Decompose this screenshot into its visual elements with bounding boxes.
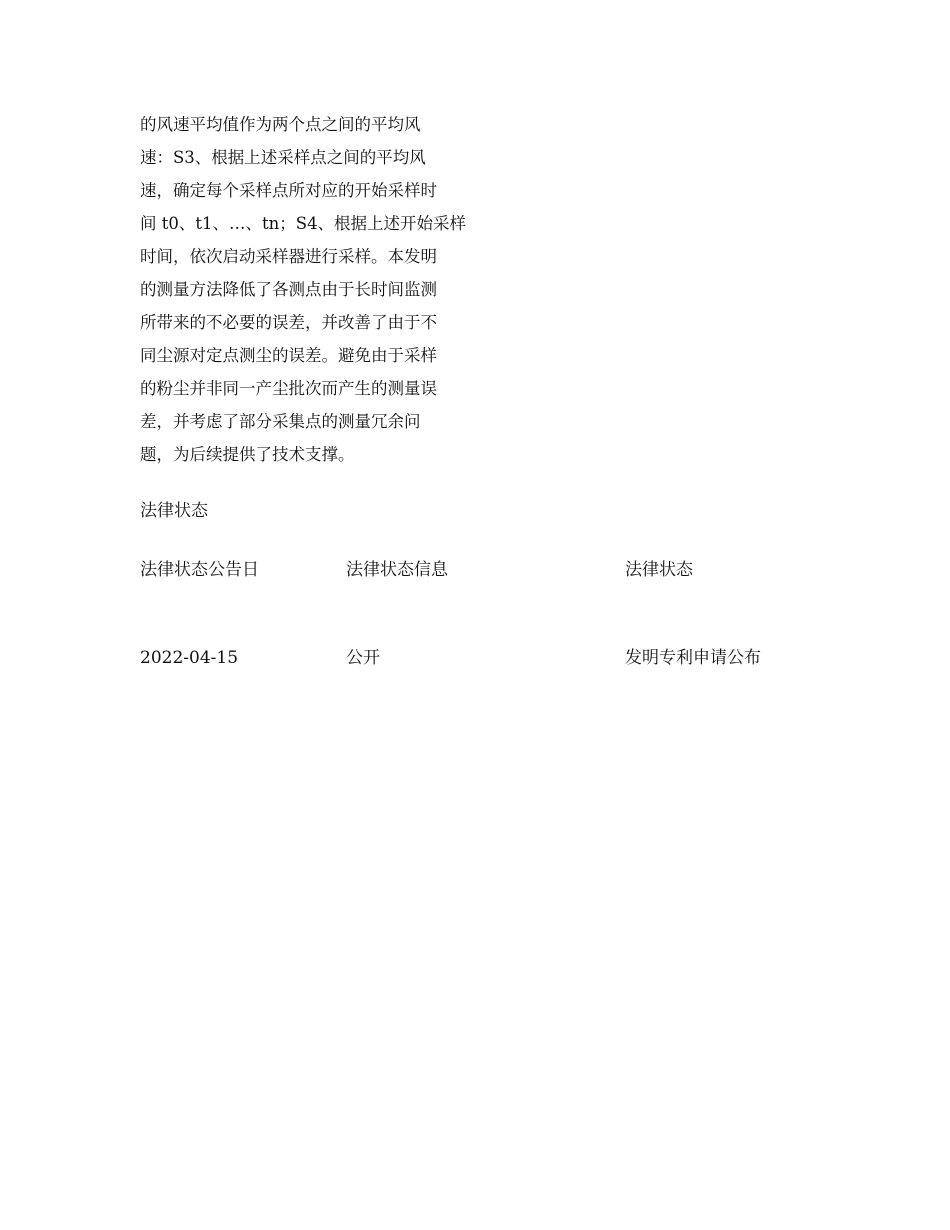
abstract-line: 速，确定每个采样点所对应的开始采样时 [140,181,437,200]
abstract-line: 所带来的不必要的误差，并改善了由于不 [140,313,437,332]
cell-status-info: 公开 [346,648,380,668]
abstract-line: 的粉尘并非同一产尘批次而产生的测量误 [140,379,437,398]
cell-announcement-date: 2022-04-15 [140,648,239,668]
abstract-line: 的测量方法降低了各测点由于长时间监测 [140,280,437,299]
header-status: 法律状态 [625,560,693,580]
header-status-info: 法律状态信息 [346,560,448,580]
abstract-line: 速：S3、根据上述采样点之间的平均风 [140,148,426,167]
abstract-line: 的风速平均值作为两个点之间的平均风 [140,115,421,134]
abstract-line: 差，并考虑了部分采集点的测量冗余问 [140,412,421,431]
abstract-line: 间 t0、t1、…、tn；S4、根据上述开始采样 [140,214,467,233]
header-announcement-date: 法律状态公告日 [140,560,259,580]
abstract-line: 题，为后续提供了技术支撑。 [140,445,355,464]
abstract-text [140,108,470,471]
legal-status-title: 法律状态 [140,501,208,521]
abstract-line: 时间，依次启动采样器进行采样。本发明 [140,247,437,266]
cell-status: 发明专利申请公布 [625,648,761,668]
abstract-line: 同尘源对定点测尘的误差。避免由于采样 [140,346,437,365]
